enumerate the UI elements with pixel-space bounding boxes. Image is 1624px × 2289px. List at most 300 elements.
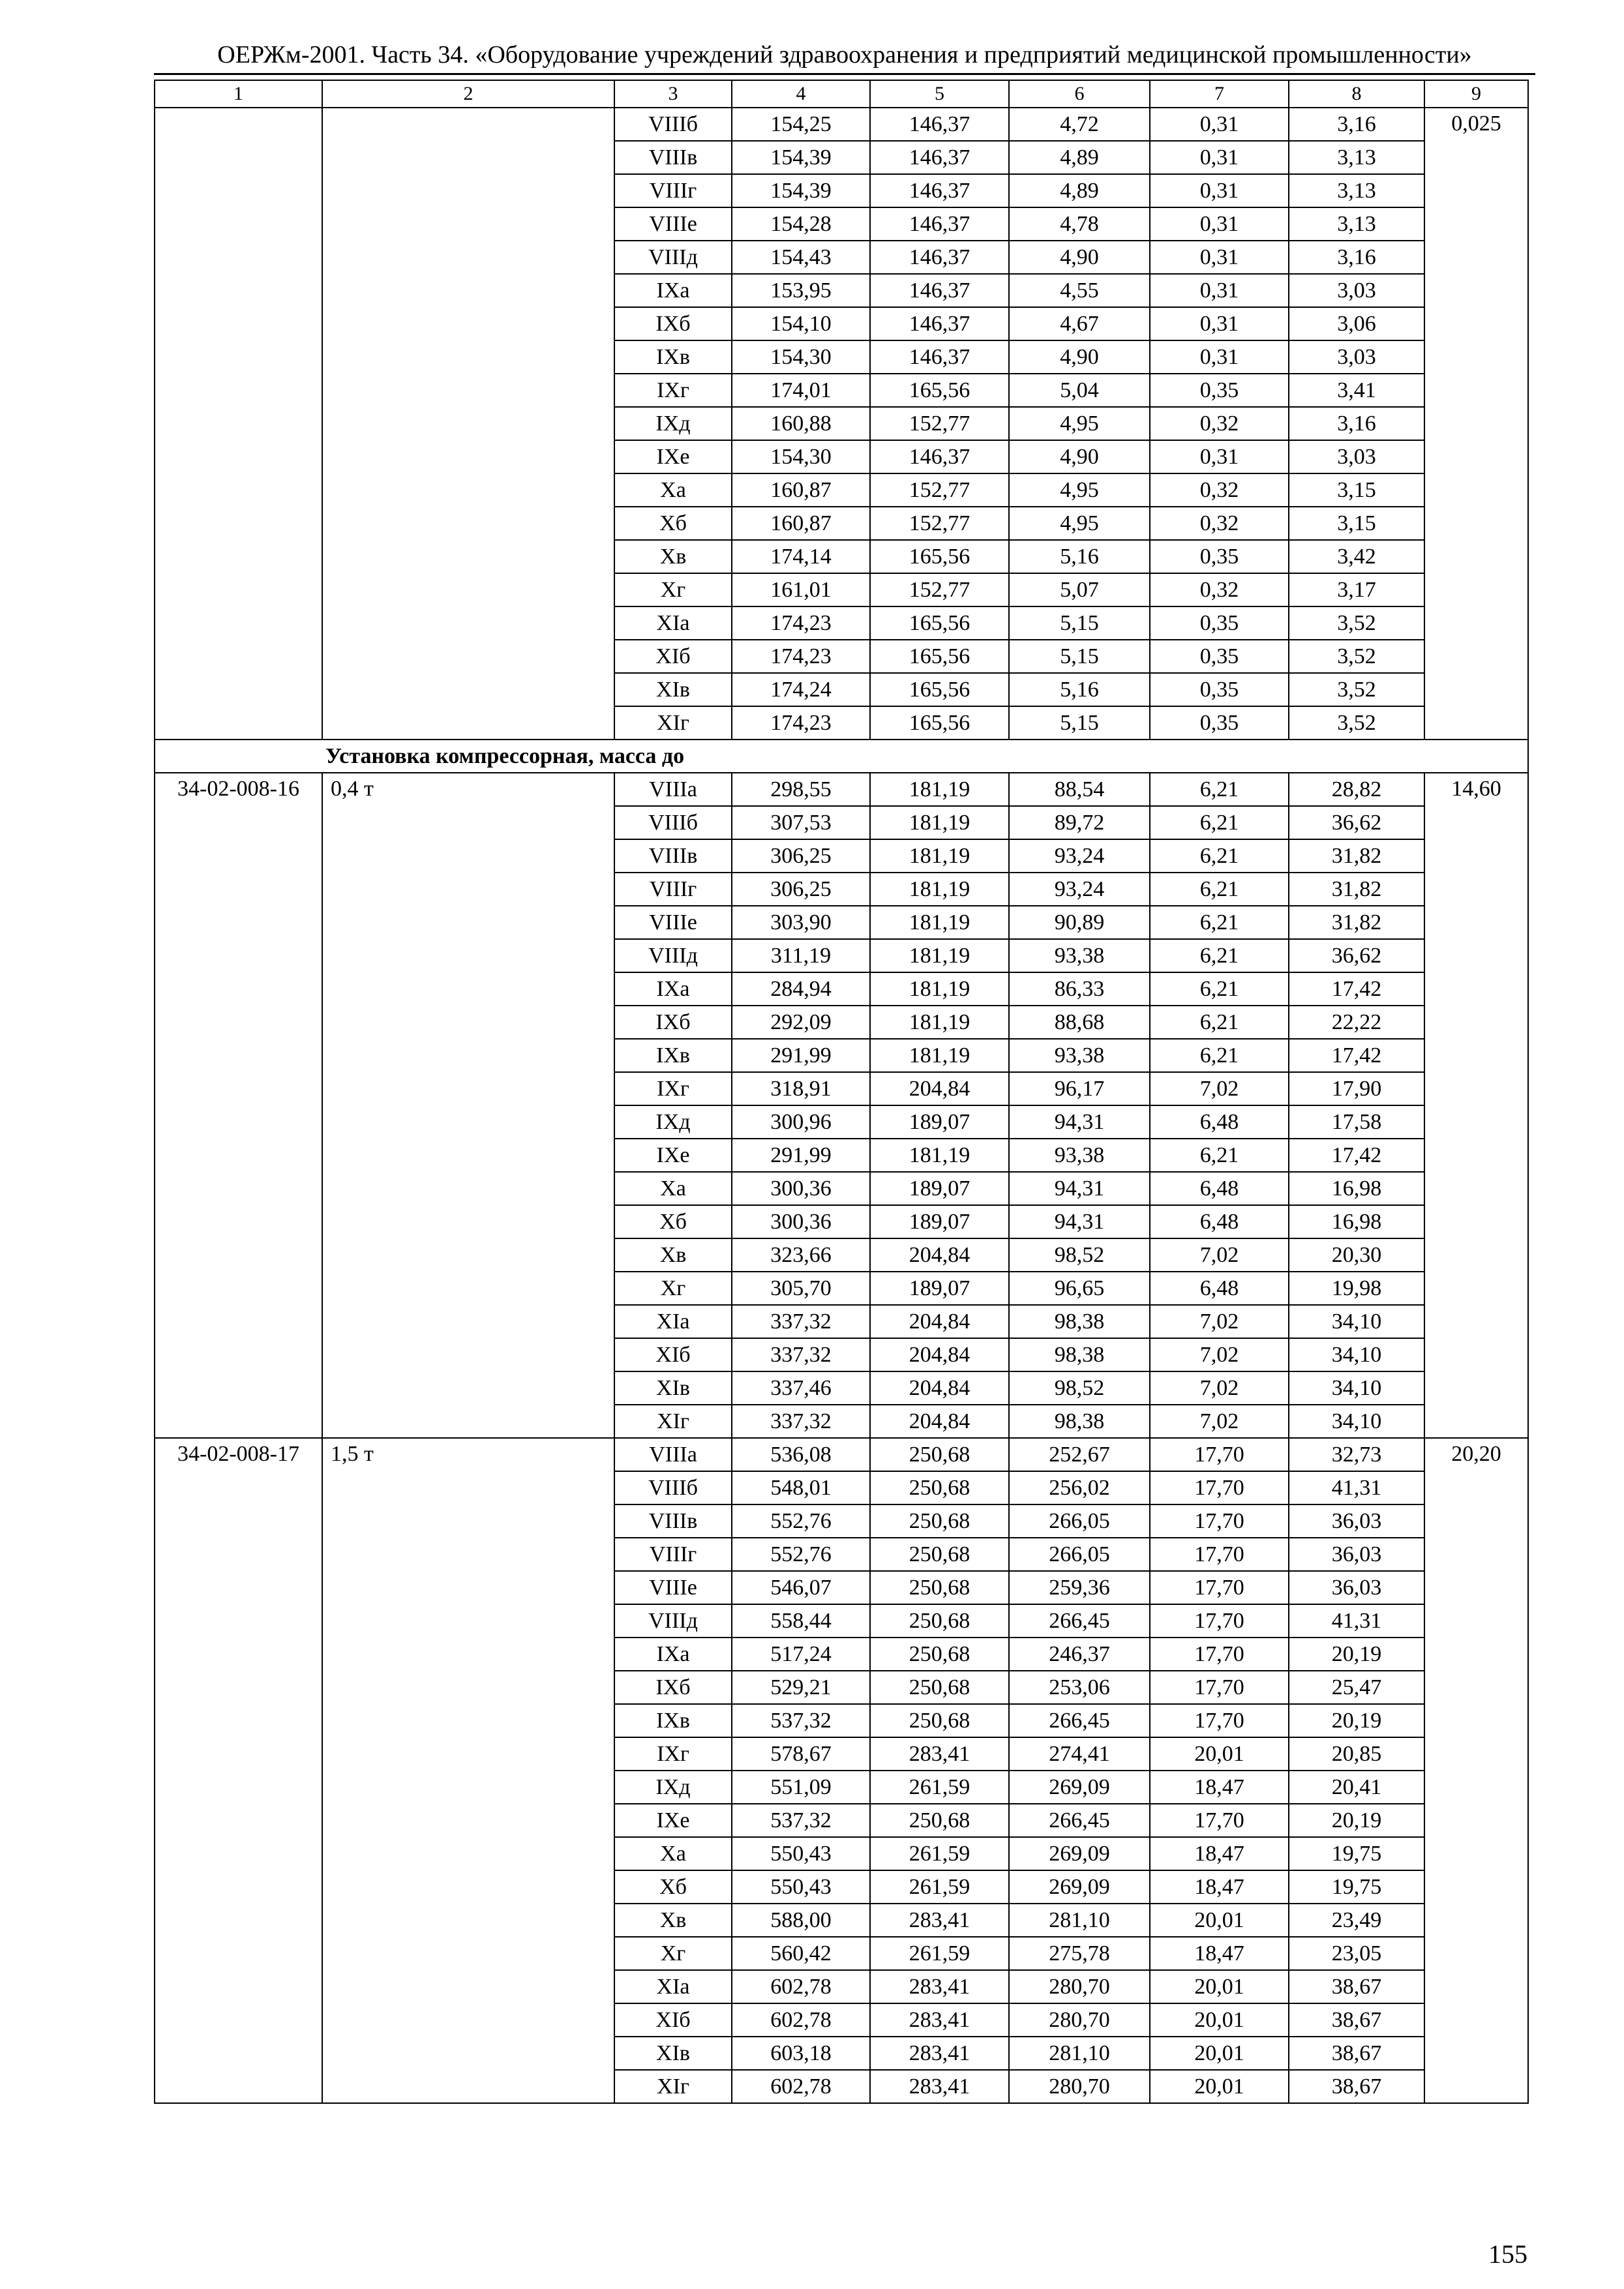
table-cell: 3,16 xyxy=(1289,407,1424,440)
resource-name xyxy=(322,939,614,972)
table-cell: 6,21 xyxy=(1150,939,1289,972)
table-cell: 4,95 xyxy=(1009,407,1150,440)
table-cell: IXв xyxy=(614,340,732,374)
resource-name xyxy=(322,640,614,673)
table-cell: 250,68 xyxy=(870,1604,1009,1638)
section-title: Установка компрессорная, масса до xyxy=(155,740,1528,773)
table-row xyxy=(155,274,1528,307)
resource-value xyxy=(1424,407,1528,440)
resource-value xyxy=(1424,1870,1528,1904)
resource-value xyxy=(1424,1405,1528,1438)
column-number: 3 xyxy=(614,80,732,108)
table-cell: 181,19 xyxy=(870,1039,1009,1072)
resource-code xyxy=(155,906,322,939)
table-cell: 18,47 xyxy=(1150,1937,1289,1970)
table-cell: 250,68 xyxy=(870,1538,1009,1571)
table-cell: 31,82 xyxy=(1289,839,1424,873)
resource-value xyxy=(1424,1771,1528,1804)
table-cell: 19,75 xyxy=(1289,1870,1424,1904)
table-cell: 281,10 xyxy=(1009,1904,1150,1937)
resource-value xyxy=(1424,1272,1528,1305)
table-cell: VIIIд xyxy=(614,939,732,972)
table-cell: 323,66 xyxy=(732,1238,870,1272)
table-cell: 269,09 xyxy=(1009,1837,1150,1870)
resource-code xyxy=(155,241,322,274)
table-cell: 165,56 xyxy=(870,540,1009,573)
table-cell: 6,48 xyxy=(1150,1172,1289,1205)
table-cell: 20,01 xyxy=(1150,1904,1289,1937)
resource-code xyxy=(155,1970,322,2003)
table-cell: 261,59 xyxy=(870,1771,1009,1804)
table-cell: 552,76 xyxy=(732,1504,870,1538)
table-cell: 283,41 xyxy=(870,1970,1009,2003)
resource-code xyxy=(155,1471,322,1504)
resource-name xyxy=(322,806,614,839)
resource-value xyxy=(1424,1904,1528,1937)
resource-name xyxy=(322,108,614,141)
table-cell: 36,03 xyxy=(1289,1571,1424,1604)
resource-value xyxy=(1424,673,1528,706)
table-cell: 204,84 xyxy=(870,1238,1009,1272)
resource-name xyxy=(322,440,614,473)
table-cell: 269,09 xyxy=(1009,1771,1150,1804)
resource-name xyxy=(322,972,614,1006)
resource-name xyxy=(322,307,614,340)
resource-name xyxy=(322,1139,614,1172)
table-cell: 558,44 xyxy=(732,1604,870,1638)
table-cell: 204,84 xyxy=(870,1405,1009,1438)
table-cell: 550,43 xyxy=(732,1837,870,1870)
resource-value xyxy=(1424,906,1528,939)
table-cell: 165,56 xyxy=(870,606,1009,640)
resource-value xyxy=(1424,806,1528,839)
table-cell: Xб xyxy=(614,1870,732,1904)
resource-code xyxy=(155,972,322,1006)
resource-code xyxy=(155,207,322,241)
resource-code xyxy=(155,407,322,440)
resource-value xyxy=(1424,440,1528,473)
table-cell: 6,48 xyxy=(1150,1105,1289,1139)
table-cell: 7,02 xyxy=(1150,1072,1289,1105)
table-cell: 603,18 xyxy=(732,2037,870,2070)
table-cell: IXд xyxy=(614,407,732,440)
resource-name xyxy=(322,1804,614,1837)
resource-code xyxy=(155,939,322,972)
resource-code xyxy=(155,1538,322,1571)
table-row xyxy=(155,1139,1528,1172)
table-cell: VIIIб xyxy=(614,806,732,839)
resource-code xyxy=(155,1105,322,1139)
table-cell: XIб xyxy=(614,1338,732,1371)
table-row xyxy=(155,2003,1528,2037)
table-row xyxy=(155,1904,1528,1937)
resource-value xyxy=(1424,307,1528,340)
table-cell: XIг xyxy=(614,1405,732,1438)
table-cell: 306,25 xyxy=(732,839,870,873)
table-row xyxy=(155,174,1528,207)
table-cell: 6,21 xyxy=(1150,873,1289,906)
table-cell: 86,33 xyxy=(1009,972,1150,1006)
resource-value xyxy=(1424,1172,1528,1205)
table-cell: 146,37 xyxy=(870,207,1009,241)
table-cell: 204,84 xyxy=(870,1072,1009,1105)
resource-code xyxy=(155,1205,322,1238)
table-row xyxy=(155,1006,1528,1039)
resource-name xyxy=(322,1970,614,2003)
table-cell: 154,25 xyxy=(732,108,870,141)
resource-value xyxy=(1424,174,1528,207)
table-cell: VIIIв xyxy=(614,1504,732,1538)
resource-value xyxy=(1424,1205,1528,1238)
table-cell: 602,78 xyxy=(732,1970,870,2003)
table-cell: 17,70 xyxy=(1150,1638,1289,1671)
table-cell: VIIIг xyxy=(614,873,732,906)
table-cell: 537,32 xyxy=(732,1704,870,1737)
resource-name xyxy=(322,1371,614,1405)
table-cell: 0,35 xyxy=(1150,540,1289,573)
resource-value xyxy=(1424,873,1528,906)
table-cell: 551,09 xyxy=(732,1771,870,1804)
table-row xyxy=(155,1737,1528,1771)
table-cell: 146,37 xyxy=(870,241,1009,274)
table-cell: 93,38 xyxy=(1009,1039,1150,1072)
resource-code xyxy=(155,540,322,573)
resource-value xyxy=(1424,1804,1528,1837)
table-cell: 20,01 xyxy=(1150,2003,1289,2037)
column-number: 8 xyxy=(1289,80,1424,108)
table-cell: 20,85 xyxy=(1289,1737,1424,1771)
resource-name xyxy=(322,507,614,540)
table-cell: 5,15 xyxy=(1009,706,1150,740)
table-cell: 154,10 xyxy=(732,307,870,340)
table-row xyxy=(155,1671,1528,1704)
resource-name xyxy=(322,1837,614,1870)
resource-value xyxy=(1424,1238,1528,1272)
resource-name xyxy=(322,606,614,640)
table-cell: 181,19 xyxy=(870,873,1009,906)
resource-code xyxy=(155,507,322,540)
table-row xyxy=(155,1638,1528,1671)
resource-code xyxy=(155,640,322,673)
column-number: 7 xyxy=(1150,80,1289,108)
resource-value xyxy=(1424,1371,1528,1405)
table-cell: 160,87 xyxy=(732,507,870,540)
table-cell: XIв xyxy=(614,673,732,706)
table-row xyxy=(155,1338,1528,1371)
table-cell: 0,31 xyxy=(1150,141,1289,174)
table-cell: 152,77 xyxy=(870,407,1009,440)
resource-name xyxy=(322,1571,614,1604)
table-cell: VIIIг xyxy=(614,1538,732,1571)
table-cell: 7,02 xyxy=(1150,1338,1289,1371)
table-cell: 261,59 xyxy=(870,1837,1009,1870)
table-cell: VIIIв xyxy=(614,141,732,174)
table-cell: 89,72 xyxy=(1009,806,1150,839)
resource-code xyxy=(155,606,322,640)
resource-code xyxy=(155,340,322,374)
table-cell: 3,52 xyxy=(1289,640,1424,673)
table-cell: 154,30 xyxy=(732,440,870,473)
table-cell: 261,59 xyxy=(870,1937,1009,1970)
table-cell: 253,06 xyxy=(1009,1671,1150,1704)
resource-value xyxy=(1424,340,1528,374)
resource-code xyxy=(155,440,322,473)
table-cell: 6,21 xyxy=(1150,839,1289,873)
table-cell: 3,52 xyxy=(1289,673,1424,706)
table-cell: 146,37 xyxy=(870,274,1009,307)
table-cell: Xг xyxy=(614,1937,732,1970)
table-cell: 337,46 xyxy=(732,1371,870,1405)
table-cell: 4,72 xyxy=(1009,108,1150,141)
resource-code xyxy=(155,1272,322,1305)
resource-code xyxy=(155,1039,322,1072)
table-row xyxy=(155,540,1528,573)
resource-name xyxy=(322,1737,614,1771)
table-row xyxy=(155,241,1528,274)
table-cell: 6,48 xyxy=(1150,1272,1289,1305)
resource-code xyxy=(155,2003,322,2037)
resource-value xyxy=(1424,1538,1528,1571)
table-cell: 250,68 xyxy=(870,1438,1009,1471)
table-cell: 189,07 xyxy=(870,1272,1009,1305)
table-row xyxy=(155,1604,1528,1638)
table-cell: 4,90 xyxy=(1009,340,1150,374)
table-cell: 7,02 xyxy=(1150,1405,1289,1438)
table-cell: 98,38 xyxy=(1009,1305,1150,1338)
resource-code xyxy=(155,1638,322,1671)
table-row xyxy=(155,839,1528,873)
table-cell: 3,03 xyxy=(1289,440,1424,473)
table-cell: 17,58 xyxy=(1289,1105,1424,1139)
table-cell: 41,31 xyxy=(1289,1604,1424,1638)
table-cell: 3,13 xyxy=(1289,141,1424,174)
table-cell: 337,32 xyxy=(732,1338,870,1371)
resource-name xyxy=(322,1937,614,1970)
column-number: 6 xyxy=(1009,80,1150,108)
table-cell: 250,68 xyxy=(870,1504,1009,1538)
resource-code xyxy=(155,1604,322,1638)
resource-code xyxy=(155,1371,322,1405)
table-cell: 22,22 xyxy=(1289,1006,1424,1039)
table-cell: 529,21 xyxy=(732,1671,870,1704)
resource-code xyxy=(155,1072,322,1105)
resource-name xyxy=(322,1538,614,1571)
table-cell: Xа xyxy=(614,1837,732,1870)
resource-code xyxy=(155,1771,322,1804)
table-cell: 160,87 xyxy=(732,473,870,507)
resource-value: 0,025 xyxy=(1424,108,1528,141)
resource-code xyxy=(155,1172,322,1205)
table-row xyxy=(155,1238,1528,1272)
resource-name xyxy=(322,906,614,939)
resource-name xyxy=(322,241,614,274)
table-row xyxy=(155,340,1528,374)
table-cell: 300,36 xyxy=(732,1205,870,1238)
table-cell: 0,31 xyxy=(1150,241,1289,274)
resource-value xyxy=(1424,374,1528,407)
table-cell: 93,24 xyxy=(1009,873,1150,906)
resource-code xyxy=(155,1405,322,1438)
table-cell: 0,35 xyxy=(1150,374,1289,407)
table-cell: 20,41 xyxy=(1289,1771,1424,1804)
resource-value xyxy=(1424,540,1528,573)
resource-code xyxy=(155,1139,322,1172)
table-cell: 181,19 xyxy=(870,806,1009,839)
table-cell: 305,70 xyxy=(732,1272,870,1305)
table-row xyxy=(155,1571,1528,1604)
table-cell: 318,91 xyxy=(732,1072,870,1105)
resource-value xyxy=(1424,473,1528,507)
table-cell: 25,47 xyxy=(1289,1671,1424,1704)
resource-name xyxy=(322,1006,614,1039)
column-number: 9 xyxy=(1424,80,1528,108)
table-cell: 20,01 xyxy=(1150,2037,1289,2070)
table-cell: IXв xyxy=(614,1704,732,1737)
resource-code xyxy=(155,1937,322,1970)
table-cell: 0,31 xyxy=(1150,340,1289,374)
resource-name xyxy=(322,839,614,873)
resource-value xyxy=(1424,1504,1528,1538)
table-cell: IXа xyxy=(614,1638,732,1671)
table-cell: 181,19 xyxy=(870,839,1009,873)
table-cell: IXд xyxy=(614,1771,732,1804)
table-cell: 280,70 xyxy=(1009,1970,1150,2003)
table-cell: IXв xyxy=(614,1039,732,1072)
resource-value xyxy=(1424,141,1528,174)
table-row xyxy=(155,873,1528,906)
table-cell: 23,49 xyxy=(1289,1904,1424,1937)
resource-code xyxy=(155,1305,322,1338)
resource-value xyxy=(1424,1072,1528,1105)
table-cell: 266,45 xyxy=(1009,1604,1150,1638)
table-cell: 38,67 xyxy=(1289,2070,1424,2103)
table-cell: IXб xyxy=(614,1671,732,1704)
resource-name xyxy=(322,573,614,606)
table-cell: 16,98 xyxy=(1289,1172,1424,1205)
table-cell: 93,38 xyxy=(1009,939,1150,972)
table-row xyxy=(155,1205,1528,1238)
table-cell: 3,15 xyxy=(1289,507,1424,540)
resource-name xyxy=(322,1671,614,1704)
table-row xyxy=(155,906,1528,939)
table-cell: 165,56 xyxy=(870,640,1009,673)
column-number: 2 xyxy=(322,80,614,108)
table-row xyxy=(155,1937,1528,1970)
table-cell: 20,30 xyxy=(1289,1238,1424,1272)
table-cell: 18,47 xyxy=(1150,1837,1289,1870)
table-cell: 18,47 xyxy=(1150,1870,1289,1904)
table-cell: 181,19 xyxy=(870,972,1009,1006)
resource-value xyxy=(1424,207,1528,241)
table-cell: 98,38 xyxy=(1009,1405,1150,1438)
resource-name xyxy=(322,1471,614,1504)
table-cell: IXе xyxy=(614,1804,732,1837)
table-cell: 34,10 xyxy=(1289,1371,1424,1405)
table-cell: 152,77 xyxy=(870,507,1009,540)
table-cell: 275,78 xyxy=(1009,1937,1150,1970)
resource-code xyxy=(155,374,322,407)
resource-name xyxy=(322,1039,614,1072)
resource-value xyxy=(1424,1006,1528,1039)
table-cell: 280,70 xyxy=(1009,2003,1150,2037)
table-cell: 17,70 xyxy=(1150,1671,1289,1704)
table-cell: 31,82 xyxy=(1289,906,1424,939)
resource-value xyxy=(1424,241,1528,274)
table-cell: VIIIд xyxy=(614,1604,732,1638)
table-cell: 96,17 xyxy=(1009,1072,1150,1105)
table-cell: IXб xyxy=(614,307,732,340)
resource-value xyxy=(1424,1105,1528,1139)
resource-code xyxy=(155,1238,322,1272)
resource-name xyxy=(322,2070,614,2103)
resource-name xyxy=(322,2037,614,2070)
table-row xyxy=(155,939,1528,972)
table-cell: 280,70 xyxy=(1009,2070,1150,2103)
table-row xyxy=(155,673,1528,706)
table-row xyxy=(155,606,1528,640)
table-row xyxy=(155,374,1528,407)
table-cell: 0,31 xyxy=(1150,108,1289,141)
resource-value xyxy=(1424,1039,1528,1072)
resource-value xyxy=(1424,1471,1528,1504)
table-cell: 6,21 xyxy=(1150,1139,1289,1172)
resource-value xyxy=(1424,939,1528,972)
table-row xyxy=(155,1704,1528,1737)
table-cell: 161,01 xyxy=(732,573,870,606)
table-cell: 181,19 xyxy=(870,1139,1009,1172)
table-row xyxy=(155,806,1528,839)
table-cell: 174,23 xyxy=(732,706,870,740)
table-cell: 537,32 xyxy=(732,1804,870,1837)
table-row xyxy=(155,1804,1528,1837)
table-cell: 250,68 xyxy=(870,1471,1009,1504)
table-cell: Xб xyxy=(614,1205,732,1238)
resource-code xyxy=(155,1737,322,1771)
table-cell: 6,21 xyxy=(1150,806,1289,839)
resource-name xyxy=(322,706,614,740)
table-cell: 94,31 xyxy=(1009,1172,1150,1205)
table-cell: 548,01 xyxy=(732,1471,870,1504)
table-cell: 17,90 xyxy=(1289,1072,1424,1105)
resource-name xyxy=(322,1704,614,1737)
table-cell: 146,37 xyxy=(870,108,1009,141)
resource-name xyxy=(322,1405,614,1438)
resource-code xyxy=(155,1904,322,1937)
table-cell: 20,19 xyxy=(1289,1704,1424,1737)
table-cell: 3,16 xyxy=(1289,241,1424,274)
table-cell: 0,35 xyxy=(1150,706,1289,740)
table-cell: 174,14 xyxy=(732,540,870,573)
page-number: 155 xyxy=(1488,2239,1527,2269)
table-cell: 5,16 xyxy=(1009,673,1150,706)
resource-code: 34-02-008-16 xyxy=(155,773,322,806)
resource-value xyxy=(1424,1604,1528,1638)
resource-value xyxy=(1424,2037,1528,2070)
table-cell: 152,77 xyxy=(870,573,1009,606)
table-cell: 283,41 xyxy=(870,1904,1009,1937)
table-row xyxy=(155,407,1528,440)
resource-name xyxy=(322,1205,614,1238)
table-row xyxy=(155,1039,1528,1072)
table-cell: 165,56 xyxy=(870,374,1009,407)
table-cell: Xг xyxy=(614,573,732,606)
table-cell: 300,36 xyxy=(732,1172,870,1205)
resource-name xyxy=(322,1072,614,1105)
resource-code xyxy=(155,1704,322,1737)
table-cell: Xв xyxy=(614,540,732,573)
resource-name xyxy=(322,1904,614,1937)
table-cell: 300,96 xyxy=(732,1105,870,1139)
